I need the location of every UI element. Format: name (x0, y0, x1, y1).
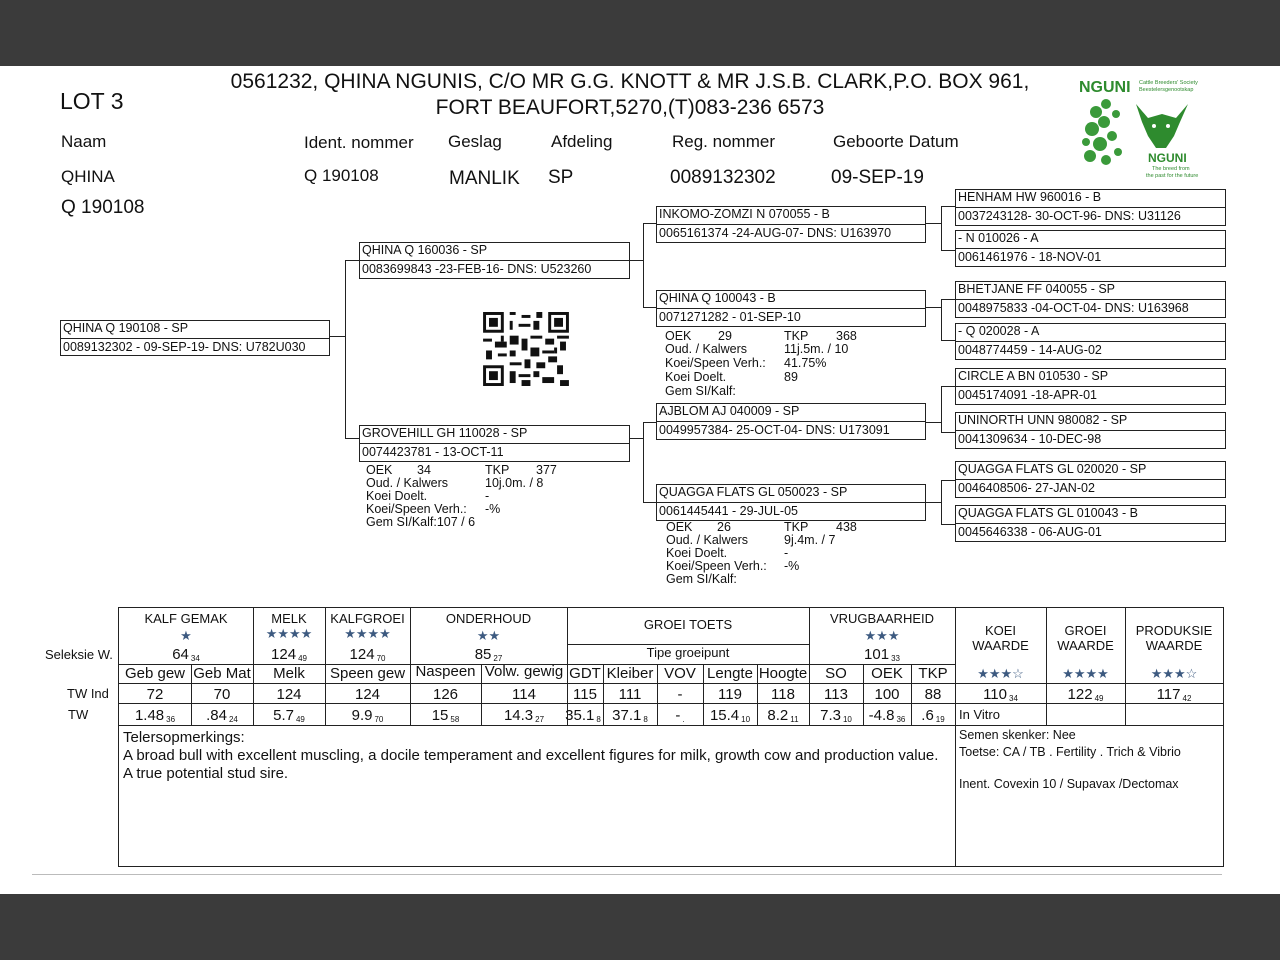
groei-waarde-l2: WAARDE (1057, 638, 1114, 653)
pedigree-sd-reg: 0071271282 - 01-SEP-10 (659, 310, 801, 324)
logo-tagline-1: The breed from (1152, 166, 1190, 172)
stat-oek: 26 (717, 520, 731, 534)
tw-n: . (682, 715, 685, 724)
nguni-logo (1076, 74, 1210, 180)
connector (941, 480, 942, 524)
stat-label-oud: Oud. / Kalwers (666, 533, 748, 547)
twind-lengte: 119 (718, 686, 742, 703)
value-geboorte: 09-SEP-19 (831, 167, 924, 188)
tw-value: 15.4 (709, 707, 740, 724)
seleksie-melk-value: 124 (271, 646, 297, 663)
stats-dam (366, 464, 626, 534)
value-id-big: Q 190108 (61, 197, 145, 218)
tw-hoogte (757, 707, 809, 724)
pedigree-sss-name: HENHAM HW 960016 - B (958, 190, 1102, 204)
connector (643, 422, 644, 502)
pedigree-ds-reg: 0049957384- 25-OCT-04- DNS: U173091 (659, 423, 890, 437)
row-label-seleksie: Seleksie W. (45, 647, 113, 662)
pedigree-dd-reg: 0061445441 - 29-JUL-05 (659, 504, 798, 518)
evaluation-table (118, 607, 1224, 867)
pedigree-ss-name: INKOMO-ZOMZI N 070055 - B (659, 207, 830, 221)
row-label-tw: TW (68, 707, 89, 722)
connector (941, 299, 956, 300)
col-tkp: TKP (918, 665, 948, 682)
connector (941, 206, 942, 250)
logo-brand-2: NGUNI (1148, 151, 1187, 165)
stat-label-doelt: Koei Doelt. (666, 546, 728, 560)
stat-label-tkp: TKP (784, 520, 809, 534)
pedigree-sdd-reg: 0048774459 - 14-AUG-02 (958, 343, 1102, 357)
tw-n: 8 (596, 715, 601, 724)
twind-kleiber: 111 (618, 686, 642, 703)
connector (629, 260, 643, 261)
group-kalfgroei: KALFGROEI (330, 611, 405, 626)
lot-number: LOT 3 (60, 88, 124, 114)
seleksie-kalf-value: 64 (172, 646, 189, 663)
pedigree-ddd-reg: 0045646338 - 06-AUG-01 (958, 525, 1102, 539)
col-naspeen: Naspeen (415, 663, 476, 680)
twind-tkp: 88 (924, 686, 942, 703)
rule (119, 725, 1223, 726)
label-geslag: Geslag (448, 132, 502, 151)
tw-value: 9.9 (351, 707, 373, 724)
tw-n: 58 (450, 715, 460, 724)
twind-geb-gew: 72 (146, 686, 164, 703)
connector (941, 206, 956, 207)
connector (629, 438, 643, 439)
col-gdt: GDT (569, 665, 601, 682)
pedigree-sire-sire (656, 206, 926, 243)
twind-hoogte: 118 (771, 686, 795, 703)
col-so: SO (825, 665, 847, 682)
stat-label-gem: Gem SI/Kalf: (665, 384, 736, 398)
note-semen: Semen skenker: Nee (959, 728, 1076, 742)
pedigree-ssd-name: - N 010026 - A (958, 231, 1039, 245)
pedigree-dds-name: QUAGGA FLATS GL 020020 - SP (958, 462, 1147, 476)
col-hoogte: Hoogte (758, 665, 808, 682)
group-melk: MELK (271, 611, 307, 626)
connector (643, 223, 644, 307)
pedigree-dam-sire (656, 403, 926, 440)
connector (345, 260, 346, 438)
pedigree-dam-reg: 0074423781 - 13-OCT-11 (362, 445, 504, 459)
group-koei-waarde (955, 623, 1046, 653)
koei-waarde-l1: KOEI (984, 623, 1017, 638)
connector (643, 307, 656, 308)
tw-value: - (675, 707, 681, 724)
tw-value: -4.8 (868, 707, 895, 724)
connector (329, 336, 345, 337)
seleksie-onderhoud (410, 646, 567, 663)
tw-n: 8 (643, 715, 648, 724)
connector (941, 386, 956, 387)
tw-so (809, 707, 863, 724)
pedigree-dss-name: CIRCLE A BN 010530 - SP (958, 369, 1109, 383)
pedigree-dds (955, 461, 1226, 498)
stat-oud: 9j.4m. / 7 (784, 533, 836, 547)
twind-produksie-waarde (1125, 686, 1223, 703)
stat-speen: -% (485, 502, 501, 516)
pedigree-dsd-reg: 0041309634 - 10-DEC-98 (958, 432, 1102, 446)
twind-koei-waarde (955, 686, 1046, 703)
tw-tkp (911, 707, 955, 724)
pedigree-dd-name: QUAGGA FLATS GL 050023 - SP (659, 485, 848, 499)
remarks (123, 729, 951, 783)
connector (925, 307, 941, 308)
pedigree-dds-reg: 0046408506- 27-JAN-02 (958, 481, 1095, 495)
tw-value: 15 (431, 707, 449, 724)
stat-tkp: 368 (836, 329, 857, 343)
stat-doelt: 89 (784, 370, 798, 384)
logo-society-1: Cattle Breeders' Society (1139, 80, 1198, 86)
tw-n: 24 (228, 715, 238, 724)
pedigree-dsd-name: UNINORTH UNN 980082 - SP (958, 413, 1128, 427)
pedigree-dss (955, 368, 1226, 405)
tw-lengte (703, 707, 757, 724)
pedigree-dam (359, 425, 630, 462)
remarks-line-1: A broad bull with excellent muscling, a docile temperament and excellent figures for milk, growth cow and production value. (123, 747, 939, 764)
stars-produksie-waarde: ★★★☆ (1150, 666, 1198, 681)
twind-groei-n: 49 (1094, 694, 1104, 703)
group-kalf-gemak: KALF GEMAK (144, 611, 228, 626)
twind-vov: - (677, 686, 683, 703)
value-ident: Q 190108 (304, 166, 379, 185)
pedigree-ssd (955, 230, 1226, 267)
pedigree-sire-dam (656, 290, 926, 327)
connector (925, 502, 941, 503)
owner-line-1: 0561232, QHINA NGUNIS, C/O MR G.G. KNOTT & MR J.S.B. CLARK,P.O. BOX 961, (230, 70, 1030, 93)
stars-vrugbaarheid: ★★★ (864, 628, 900, 643)
seleksie-vrug-n: 33 (891, 654, 900, 663)
tw-value: 7.3 (820, 707, 841, 724)
stat-oek: 34 (417, 463, 431, 477)
twind-koei-n: 34 (1009, 694, 1018, 703)
notes (959, 727, 1221, 793)
pedigree-sss-reg: 0037243128- 30-OCT-96- DNS: U31126 (958, 209, 1181, 223)
stat-label-gem: Gem SI/Kalf: (666, 572, 737, 586)
tw-n: 70 (374, 715, 384, 724)
tw-n: 10 (842, 715, 852, 724)
label-ident: Ident. nommer (304, 133, 414, 152)
groei-waarde-l1: GROEI (1064, 623, 1107, 638)
logo-tagline-2: the past for the future (1146, 173, 1199, 179)
pedigree-self (60, 320, 330, 356)
tw-n: 19 (935, 715, 945, 724)
pedigree-self-name: QHINA Q 190108 - SP (63, 321, 189, 335)
logo-brand: NGUNI (1079, 79, 1131, 96)
connector (941, 340, 956, 341)
in-vitro: In Vitro (959, 707, 1000, 722)
stat-label-tkp: TKP (485, 463, 510, 477)
tw-n: 10 (741, 715, 751, 724)
stat-oud: 10j.0m. / 8 (485, 476, 544, 490)
stat-gem: Gem SI/Kalf:107 / 6 (366, 515, 476, 529)
group-produksie-waarde (1125, 623, 1223, 653)
connector (925, 422, 941, 423)
stat-label-doelt: Koei Doelt. (665, 370, 727, 384)
col-volw-gewig: Volw. gewig (484, 663, 564, 680)
pedigree-sds-reg: 0048975833 -04-OCT-04- DNS: U163968 (958, 301, 1189, 315)
note-toetse: Toetse: CA / TB . Fertility . Trich & Vibrio (959, 745, 1181, 759)
stat-speen: 41.75% (784, 356, 827, 370)
twind-produksie-n: 42 (1182, 694, 1192, 703)
pedigree-self-reg: 0089132302 - 09-SEP-19- DNS: U782U030 (63, 340, 306, 354)
tw-melk (253, 707, 325, 724)
pedigree-ddd-name: QUAGGA FLATS GL 010043 - B (958, 506, 1138, 520)
seleksie-kalfgroei (325, 646, 410, 663)
col-geb-mat: Geb Mat (193, 665, 251, 682)
twind-gdt: 115 (573, 686, 597, 703)
tw-naspeen (410, 707, 481, 724)
tw-n: 49 (295, 715, 305, 724)
tw-vov (657, 707, 703, 724)
tw-value: 1.48 (134, 707, 165, 724)
twind-speen-gew: 124 (354, 686, 381, 703)
tw-oek (863, 707, 911, 724)
owner-address (200, 69, 1060, 121)
group-groei-toets: GROEI TOETS (643, 617, 733, 632)
stars-melk: ★★★★ (265, 626, 313, 641)
pedigree-sd-name: QHINA Q 100043 - B (659, 291, 776, 305)
pedigree-sds-name: BHETJANE FF 040055 - SP (958, 282, 1116, 296)
connector (925, 223, 941, 224)
tw-n: 36 (166, 715, 176, 724)
seleksie-vrug-value: 101 (864, 646, 890, 663)
produksie-waarde-l2: WAARDE (1145, 638, 1203, 653)
pedigree-dam-name: GROVEHILL GH 110028 - SP (362, 426, 528, 440)
stat-oud: 11j.5m. / 10 (784, 342, 849, 356)
connector (941, 386, 942, 432)
produksie-waarde-l1: PRODUKSIE (1135, 623, 1213, 638)
stat-label-oek: OEK (366, 463, 393, 477)
label-afdeling: Afdeling (551, 132, 613, 151)
remarks-title: Telersopmerkings: (123, 729, 245, 746)
connector (941, 432, 956, 433)
pedigree-dam-dam (656, 484, 926, 521)
value-geslag: MANLIK (449, 168, 520, 189)
group-vrugbaarheid: VRUGBAARHEID (829, 611, 935, 626)
tw-n: 11 (790, 715, 799, 724)
pedigree-ddd (955, 505, 1226, 542)
tw-value: 14.3 (503, 707, 534, 724)
pedigree-sire (359, 242, 630, 279)
pedigree-sire-name: QHINA Q 160036 - SP (362, 243, 488, 257)
col-speen-gew: Speen gew (329, 665, 406, 682)
pedigree-dsd (955, 412, 1226, 449)
twind-geb-mat: 70 (213, 686, 231, 703)
pedigree-sds (955, 281, 1226, 318)
stat-tkp: 438 (836, 520, 857, 534)
stat-label-speen: Koei/Speen Verh.: (366, 502, 467, 516)
stat-label-oud: Oud. / Kalwers (665, 342, 747, 356)
seleksie-melk (253, 646, 325, 663)
pedigree-sdd (955, 323, 1226, 360)
twind-volw-gewig: 114 (512, 686, 536, 703)
stat-tkp: 377 (536, 463, 557, 477)
connector (941, 480, 956, 481)
seleksie-melk-n: 49 (298, 654, 307, 663)
stars-koei-waarde: ★★★☆ (977, 666, 1024, 681)
logo-bull-head (1136, 104, 1188, 148)
twind-produksie-value: 117 (1156, 686, 1181, 703)
stat-doelt: - (485, 489, 490, 503)
bottom-dark-bar (0, 894, 1280, 960)
group-onderhoud: ONDERHOUD (445, 611, 532, 626)
owner-line-2: FORT BEAUFORT,5270,(T)083-236 6573 (435, 96, 825, 119)
tw-n: 27 (535, 715, 545, 724)
stats-sire-dam (665, 330, 925, 400)
seleksie-vrug (809, 646, 955, 663)
rule (119, 683, 1223, 684)
connector (643, 422, 656, 423)
stat-speen: -% (784, 559, 800, 573)
tw-kleiber (603, 707, 657, 724)
tw-gdt (563, 707, 603, 724)
tw-n: 36 (896, 715, 906, 724)
stat-label-oek: OEK (665, 329, 692, 343)
connector (941, 524, 956, 525)
value-afdeling: SP (548, 167, 574, 188)
label-naam: Naam (61, 132, 107, 151)
pedigree-sdd-name: - Q 020028 - A (958, 324, 1040, 338)
twind-so: 113 (824, 686, 848, 703)
twind-naspeen: 126 (432, 686, 459, 703)
label-geboorte: Geboorte Datum (833, 132, 959, 151)
col-melk: Melk (273, 665, 305, 682)
value-naam: QHINA (61, 167, 115, 186)
qr-code (481, 312, 571, 386)
tw-value: 37.1 (612, 707, 642, 724)
stars-kalfgroei: ★★★★ (344, 626, 391, 641)
twind-oek: 100 (874, 686, 900, 703)
note-inent: Inent. Covexin 10 / Supavax /Dectomax (959, 777, 1179, 791)
tw-geb-gew (119, 707, 191, 724)
tw-value: 5.7 (273, 707, 294, 724)
stat-label-speen: Koei/Speen Verh.: (666, 559, 767, 573)
twind-groei-waarde (1046, 686, 1125, 703)
value-reg: 0089132302 (670, 167, 776, 188)
tipe-groeipunt: Tipe groeipunt (646, 645, 730, 660)
col-kleiber: Kleiber (606, 665, 654, 682)
seleksie-kalf-n: 34 (190, 654, 200, 663)
twind-melk: 124 (276, 686, 302, 703)
twind-koei-value: 110 (983, 686, 1007, 703)
twind-groei-value: 122 (1067, 686, 1093, 703)
connector (345, 260, 360, 261)
logo-society-2: Beestelersgenootskap (1139, 87, 1194, 93)
stars-onderhoud: ★★ (476, 628, 501, 643)
pedigree-ssd-reg: 0061461976 - 18-NOV-01 (958, 250, 1102, 264)
rule (119, 703, 1223, 704)
koei-waarde-l2: WAARDE (972, 638, 1029, 653)
connector (941, 250, 956, 251)
stars-groei-waarde: ★★★★ (1062, 666, 1109, 681)
pedigree-sire-reg: 0083699843 -23-FEB-16- DNS: U523260 (362, 262, 592, 276)
tw-value: .6 (921, 707, 934, 724)
connector (643, 223, 656, 224)
col-oek: OEK (871, 665, 903, 682)
pedigree-sss (955, 189, 1226, 226)
seleksie-kalfgroei-value: 124 (349, 646, 375, 663)
lot-page (0, 66, 1280, 894)
stat-oek: 29 (718, 329, 732, 343)
pedigree-dss-reg: 0045174091 -18-APR-01 (958, 388, 1097, 402)
stat-label-tkp: TKP (784, 329, 809, 343)
col-geb-gew: Geb gew (124, 665, 186, 682)
group-groei-waarde (1046, 623, 1125, 653)
logo-foliage (1082, 99, 1122, 165)
connector (941, 299, 942, 340)
col-vov: VOV (664, 665, 696, 682)
tw-geb-mat (191, 707, 253, 724)
label-reg: Reg. nommer (672, 132, 775, 151)
col-lengte: Lengte (707, 665, 753, 682)
stars-kalf-gemak: ★ (180, 628, 192, 643)
pedigree-ds-name: AJBLOM AJ 040009 - SP (659, 404, 800, 418)
stat-label-doelt: Koei Doelt. (366, 489, 428, 503)
stats-dam-dam (666, 521, 926, 591)
stat-label-oek: OEK (666, 520, 693, 534)
tw-speen-gew (325, 707, 410, 724)
stat-label-oud: Oud. / Kalwers (366, 476, 448, 490)
tw-value: 8.2 (767, 707, 789, 724)
remarks-line-2: A true potential stud sire. (123, 765, 289, 782)
stat-doelt: - (784, 546, 789, 560)
tw-volw-gewig (481, 707, 567, 724)
seleksie-kalf (119, 646, 253, 663)
seleksie-onderhoud-n: 27 (493, 654, 503, 663)
tw-value: 35.1 (565, 707, 595, 724)
connector (345, 438, 360, 439)
tw-value: .84 (206, 707, 227, 724)
connector (643, 502, 656, 503)
row-label-tw-ind: TW Ind (67, 686, 109, 701)
seleksie-kalfgroei-n: 70 (376, 654, 386, 663)
seleksie-onderhoud-value: 85 (474, 646, 492, 663)
footer-rule (32, 874, 1222, 875)
top-dark-bar (0, 0, 1280, 66)
stat-label-speen: Koei/Speen Verh.: (665, 356, 766, 370)
pedigree-ss-reg: 0065161374 -24-AUG-07- DNS: U163970 (659, 226, 892, 240)
